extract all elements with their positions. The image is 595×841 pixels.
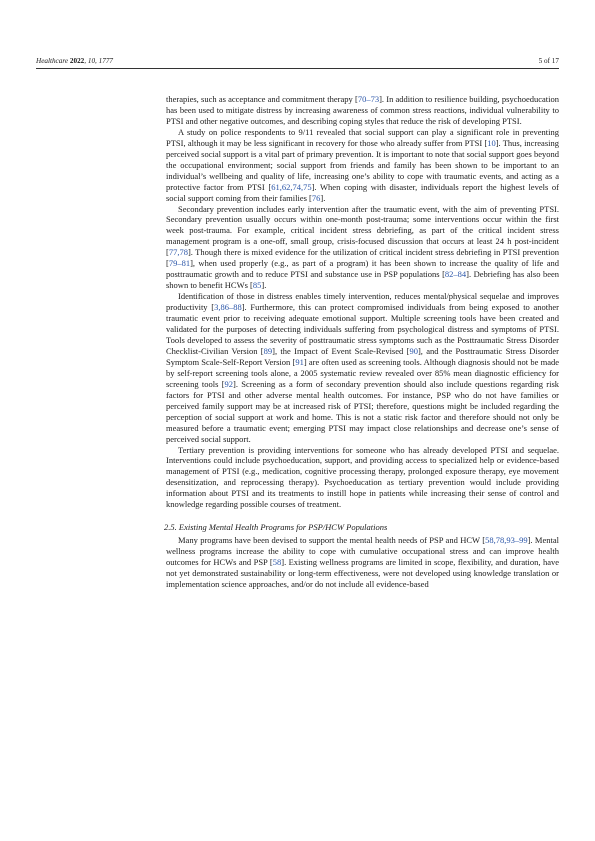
citation-link[interactable]: 61,62,74,75 [271, 181, 312, 192]
text-run: ]. Existing wellness programs are limited in scope, flexibility, and duration, have not yet demonstrated sustainability or long-term effectiveness, were not developed using knowledge translation or implementation science approaches, and/or do not include all evidence-based [166, 557, 559, 589]
text-run: Identification of those in distress enables timely intervention, reduces mental/physical sequelae and improves productivity [ [166, 291, 559, 313]
journal-name: Healthcare [36, 57, 69, 65]
citation-link[interactable]: 79–81 [168, 258, 191, 269]
citation-link[interactable]: 76 [311, 192, 321, 203]
citation-link[interactable]: 58,78,93–99 [485, 535, 528, 546]
paragraph [166, 445, 559, 511]
text-run: ]. Though there is mixed evidence for the utilization of critical incident stress debriefing in PTSI prevention [ [166, 247, 559, 269]
text-run: ]. [320, 192, 326, 203]
text-run: ]. Screening as a form of secondary prevention should also include questions regarding risk factors for PTSI and other adverse mental health outcomes. For instance, PSP who do not have families or perceived family support may be at increased risk of PTSI; therefore, questions might be included regarding the perception of social support at work and home. This is not a static risk factor and therefore should not only be measured before a traumatic event; emerging PTSI may impact close relationships and decrease one’s sense of perceived social support. [166, 378, 560, 444]
paragraph [166, 127, 559, 204]
citation-link[interactable]: 10 [487, 137, 496, 148]
citation-link[interactable]: 92 [224, 378, 234, 389]
journal-volume: 10 [87, 57, 96, 65]
text-run: ], and the Posttraumatic Stress Disorder Symptom Scale-Self-Report Version [ [166, 345, 559, 367]
text-run: ]. When coping with disaster, individuals report the highest levels of social support coming from their families [ [166, 181, 559, 203]
text-run: ]. Thus, increasing perceived social support is a vital part of primary prevention. It is important to note that social support goes beyond the occupational environment; social support from friends and family has been shown to be important to an individual’s wellbeing and quality of life, increasing one’s ability to cope with traumatic events, and acting as a protective factor from PTSI [ [166, 137, 559, 192]
section-heading: 2.5. Existing Mental Health Programs for PSP/HCW Populations [164, 522, 388, 533]
citation-link[interactable]: 90 [409, 345, 418, 356]
paragraph [166, 535, 559, 590]
body-text [166, 94, 559, 590]
journal-year: 2022 [69, 57, 85, 65]
page-number: 5 of 17 [538, 57, 559, 65]
citation-link[interactable]: 58 [272, 557, 282, 568]
text-run: ]. [261, 280, 267, 291]
citation-link[interactable]: 70–73 [357, 94, 380, 104]
citation-link[interactable]: 77,78 [168, 247, 188, 258]
citation-link[interactable]: 82–84 [444, 269, 467, 280]
text-run: A study on police respondents to 9/11 revealed that social support can play a significant role in preventing PTSI, although it may be less significant in recovery for those who already suffer from PTSI [ [166, 126, 559, 148]
text-run: ]. In addition to resilience building, psychoeducation has been used to mitigate distress by increasing awareness of common stress reactions, individual vulnerability to PTSI and other negative outcomes, and describing coping styles that reduce the risk of developing PTSI. [166, 94, 560, 126]
header-rule [36, 68, 559, 69]
text-run: ] are often used as screening tools. Although diagnosis should not be made by self-report screening tools alone, a 2005 systematic review revealed over 85% mean diagnostic efficiency for screening tools [ [166, 356, 559, 389]
text-run: ], the Impact of Event Scale-Revised [ [272, 345, 410, 356]
citation-link[interactable]: 85 [252, 280, 262, 291]
text-run: therapies, such as acceptance and commitment therapy [ [166, 94, 358, 104]
article-number: 1777 [98, 57, 113, 65]
text-run: Secondary prevention includes early intervention after the traumatic event, with the aim of preventing PTSI. Secondary prevention usually occurs within one-month post-trauma; some interventions occur within the first week post-trauma. For example, critical incident stress debriefing, as part of the critical incident stress management program is a one-off, small group, crisis-focused discussion that occurs at least 24 h post-incident [ [166, 203, 559, 258]
text-run: Many programs have been devised to support the mental health needs of PSP and HCW [ [178, 535, 486, 546]
paragraph [166, 204, 559, 292]
paragraph [166, 94, 559, 127]
text-run: ], when used properly (e.g., as part of a program) it has been shown to increase the quality of life and posttraumatic growth and to reduce PTSI and substance use in PSP populations [ [166, 258, 559, 280]
citation-link[interactable]: 91 [295, 356, 304, 367]
text-run: ]. Mental wellness programs increase the ability to cope with cumulative occupational stress and can improve health outcomes for HCWs and PSP [ [166, 535, 559, 568]
citation-link[interactable]: 3,86–88 [214, 302, 242, 313]
running-header [36, 55, 559, 67]
text-run: ]. Debriefing has also been shown to benefit HCWs [ [166, 269, 559, 291]
text-run: Tertiary prevention is providing interventions for someone who has already developed PTSI and sequelae. Interventions could include psychoeducation, support, and providing access to specialized help or evidence-based management of PTSI (e.g., medication, cognitive processing therapy, prolonged exposure therapy, eye movement desensitization, and reprocessing therapy). Psychoeducation as tertiary prevention would include providing information about PTSI and its treatments to instill hope in patients while increasing their sense of control and knowledge regarding possible courses of treatment. [166, 444, 559, 510]
paragraph [166, 291, 559, 444]
text-run: ]. Furthermore, this can protect compromised individuals from being exposed to another traumatic event prior to receiving adequate emotional support. Multiple screening tools have been created and validated for the purposes of detecting individuals suffering from psychological distress and symptoms of PTSI. Tools developed to assess the severity of posttraumatic stress symptoms such as the Posttraumatic Stress Disorder Checklist-Civilian Version [ [166, 302, 559, 356]
citation-link[interactable]: 89 [263, 345, 273, 356]
journal-citation: Healthcare 2022, 10, 1777 [36, 57, 113, 65]
